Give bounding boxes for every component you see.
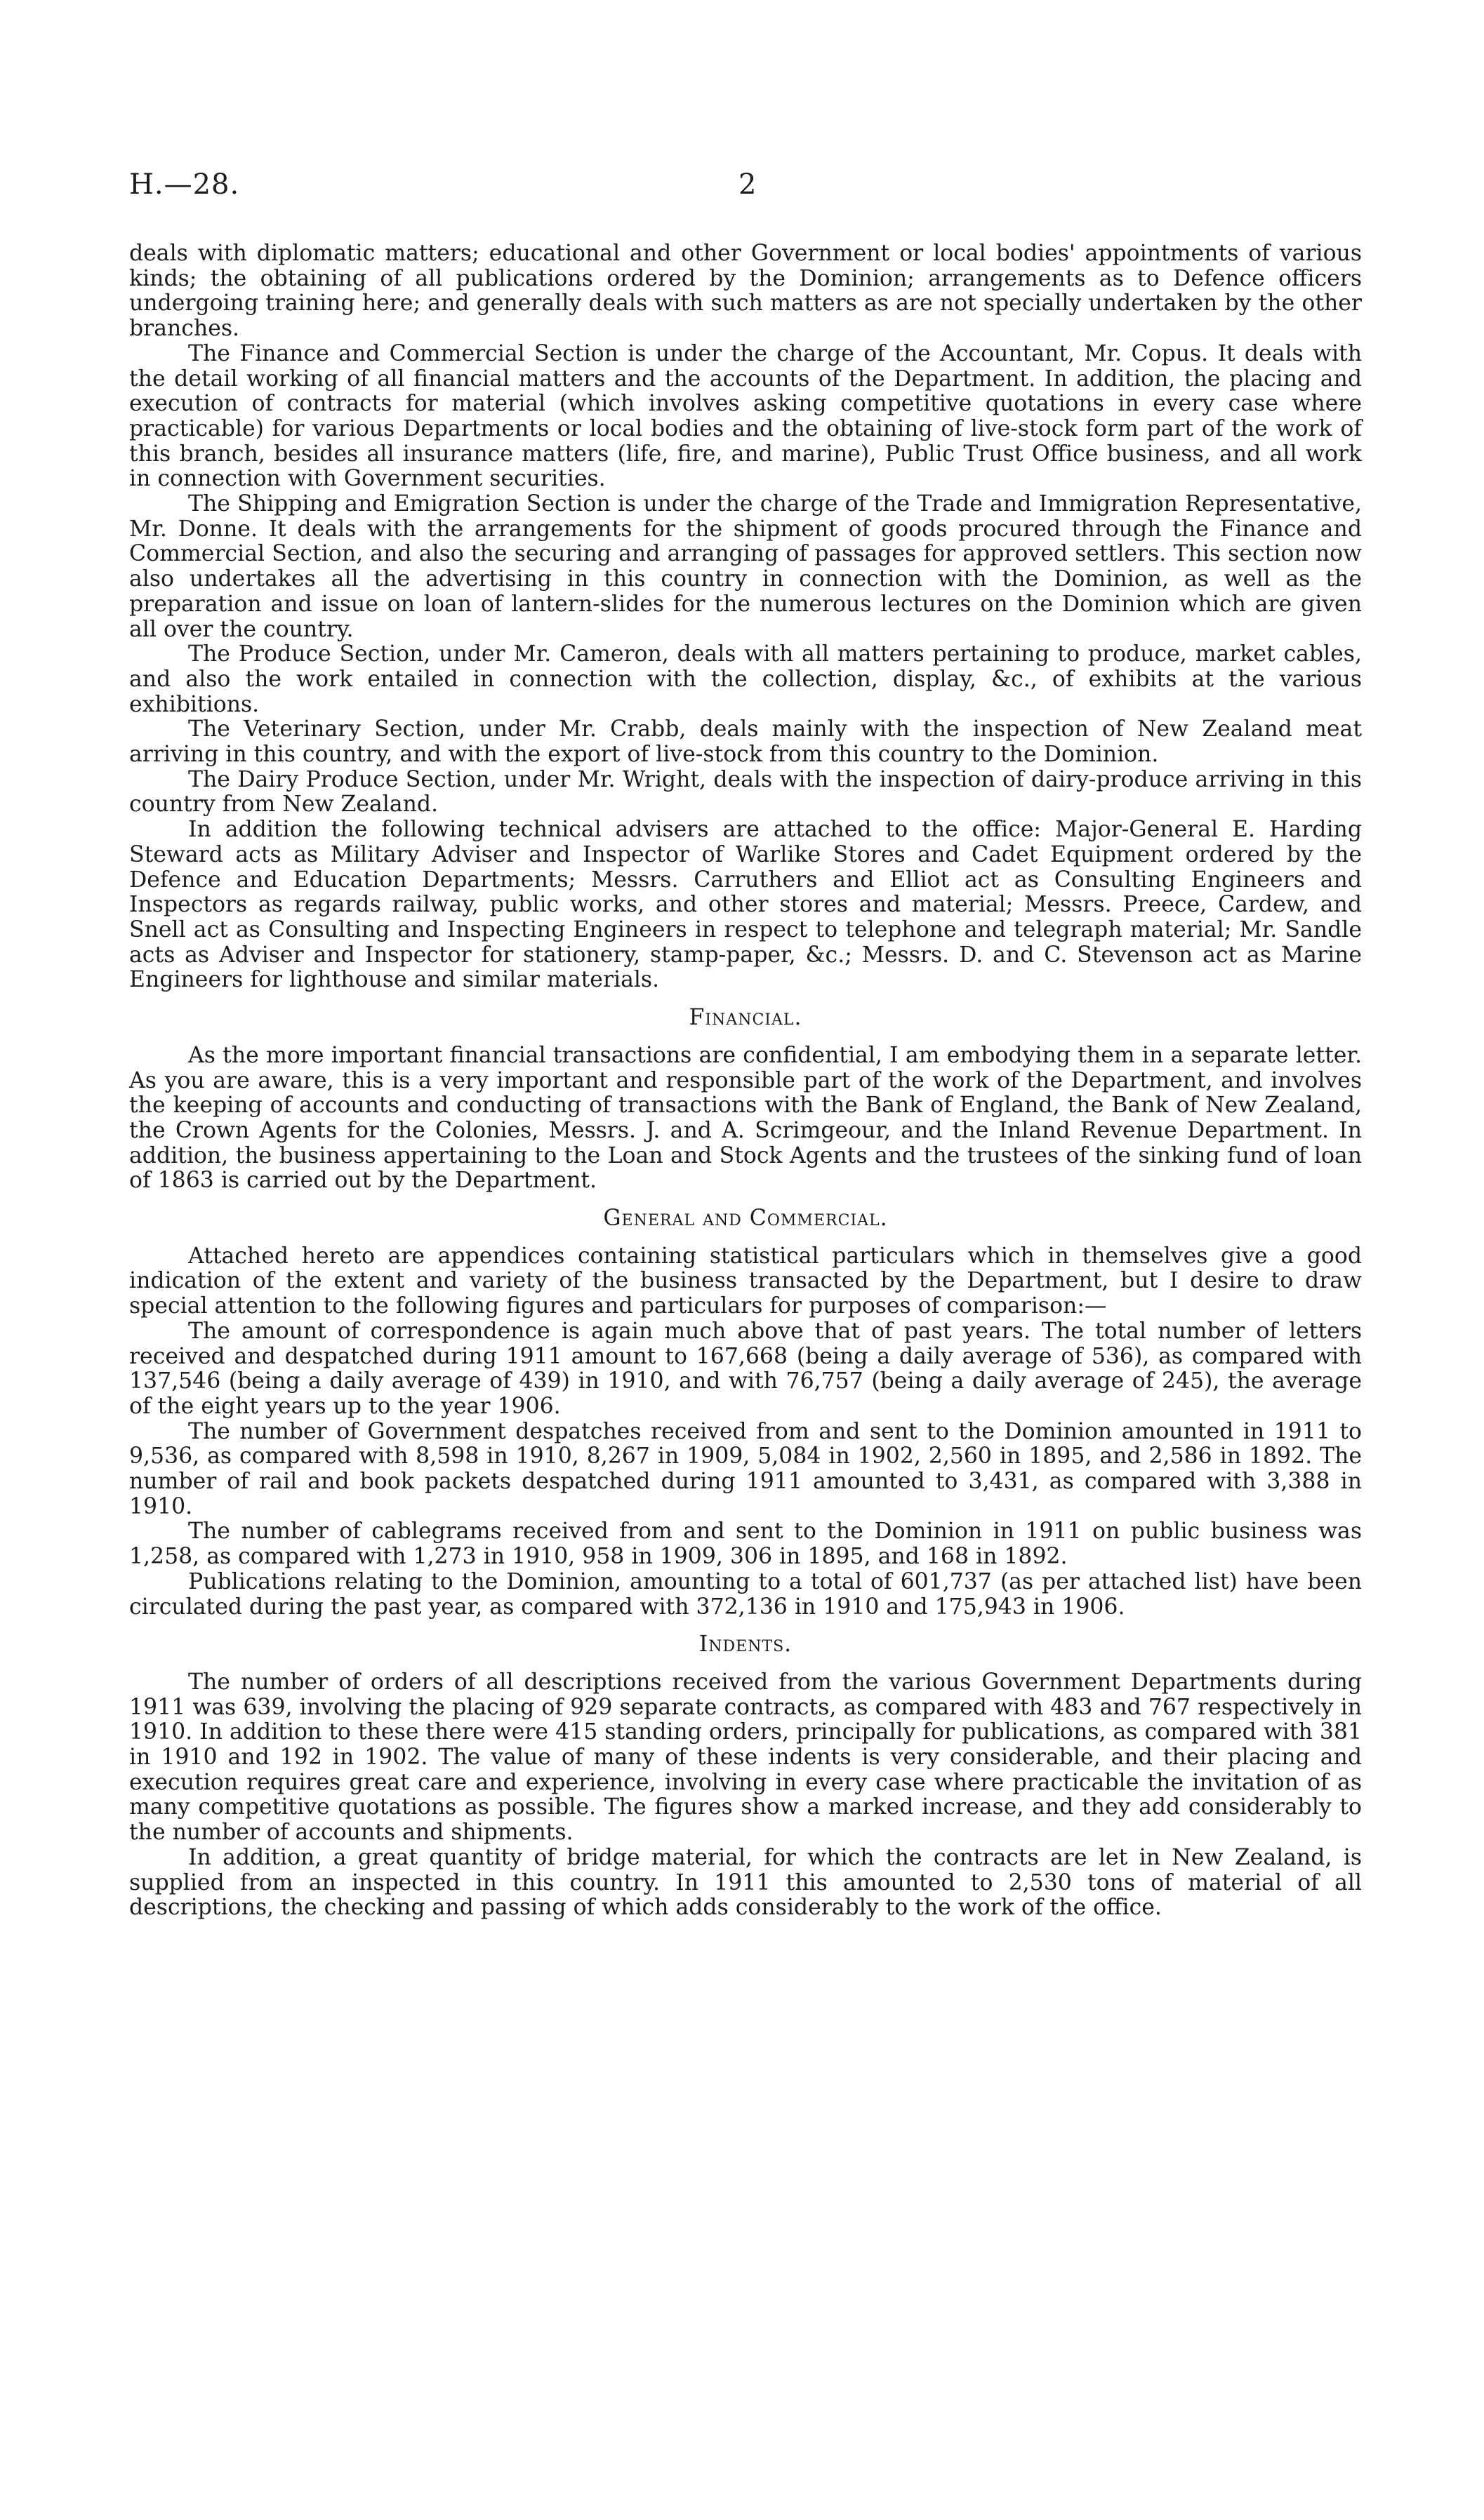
paragraph: The Produce Section, under Mr. Cameron, deals with all matters pertaining to produce, market cables, and also the work entailed in connection with the collection, display, &c., of exhibits at the various exhibitions.	[129, 641, 1362, 717]
paragraph: In addition the following technical advisers are attached to the office: Major-General E. Harding Steward acts as Military Adviser and Inspector of Warlike Stores and Cadet Equipment ordered by the Defence and Education Departments; Messrs. Carruthers and Elliot act as Consulting Engineers and Inspectors as regards railway, public works, and other stores and material; Messrs. Preece, Cardew, and Snell act as Consulting and Inspecting Engineers in respect to telephone and telegraph material; Mr. Sandle acts as Adviser and Inspector for stationery, stamp-paper, &c.; Messrs. D. and C. Stevenson act as Marine Engineers for lighthouse and similar materials.	[129, 817, 1362, 993]
paragraph: Publications relating to the Dominion, amounting to a total of 601,737 (as per attached list) have been circulated during the past year, as compared with 372,136 in 1910 and 175,943 in 1906.	[129, 1568, 1362, 1620]
paragraph: The Veterinary Section, under Mr. Crabb, deals mainly with the inspection of New Zealand meat arriving in this country, and with the export of live-stock from this country to the Dominion.	[129, 716, 1362, 768]
page-header	[129, 168, 1362, 211]
section-heading-indents: Indents.	[698, 1632, 793, 1658]
page-number: 2	[738, 168, 757, 201]
section-heading-general-and-commercial: General and Commercial.	[603, 1206, 888, 1232]
paragraph: deals with diplomatic matters; educational and other Government or local bodies' appointments of various kinds; the obtaining of all publications ordered by the Dominion; arrangements as to Defence officers undergoing training here; and generally deals with such matters as are not specially undertaken by the other branches.	[129, 241, 1362, 342]
paragraph: The number of Government despatches received from and sent to the Dominion amounted in 1911 to 9,536, as compared with 8,598 in 1910, 8,267 in 1909, 5,084 in 1902, 2,560 in 1895, and 2,586 in 1892. The number of rail and book packets despatched during 1911 amounted to 3,431, as compared with 3,388 in 1910.	[129, 1418, 1362, 1519]
document-reference: H.—28.	[129, 168, 240, 201]
document-body	[129, 241, 1362, 1921]
section-heading-financial: Financial.	[689, 1005, 802, 1031]
paragraph: The amount of correspondence is again much above that of past years. The total number of letters received and despatched during 1911 amount to 167,668 (being a daily average of 536), as compared with 137,546 (being a daily average of 439) in 1910, and with 76,757 (being a daily average of 245), the average of the eight years up to the year 1906.	[129, 1318, 1362, 1419]
document-page	[129, 0, 1362, 2520]
paragraph: The number of orders of all descriptions received from the various Government Departments during 1911 was 639, involving the placing of 929 separate contracts, as compared with 483 and 767 respectively in 1910. In addition to these there were 415 standing orders, principally for publications, as compared with 381 in 1910 and 192 in 1902. The value of many of these indents is very considerable, and their placing and execution requires great care and experience, involving in every case where practicable the invitation of as many competitive quotations as possible. The figures show a marked increase, and they add considerably to the number of accounts and shipments.	[129, 1669, 1362, 1846]
paragraph: In addition, a great quantity of bridge material, for which the contracts are let in New Zealand, is supplied from an inspected in this country. In 1911 this amounted to 2,530 tons of material of all descriptions, the checking and passing of which adds considerably to the work of the office.	[129, 1844, 1362, 1921]
paragraph: Attached hereto are appendices containing statistical particulars which in themselves give a good indication of the extent and variety of the business transacted by the Department, but I desire to draw special attention to the following figures and particulars for purposes of comparison:—	[129, 1243, 1362, 1319]
paragraph: The number of cablegrams received from and sent to the Dominion in 1911 on public business was 1,258, as compared with 1,273 in 1910, 958 in 1909, 306 in 1895, and 168 in 1892.	[129, 1519, 1362, 1570]
paragraph: As the more important financial transactions are confidential, I am embodying them in a separate letter. As you are aware, this is a very important and responsible part of the work of the Department, and involves the keeping of accounts and conducting of transactions with the Bank of England, the Bank of New Zealand, the Crown Agents for the Colonies, Messrs. J. and A. Scrimgeour, and the Inland Revenue Department. In addition, the business appertaining to the Loan and Stock Agents and the trustees of the sinking fund of loan of 1863 is carried out by the Department.	[129, 1042, 1362, 1194]
paragraph: The Finance and Commercial Section is under the charge of the Accountant, Mr. Copus. It deals with the detail working of all financial matters and the accounts of the Department. In addition, the placing and execution of contracts for material (which involves asking competitive quotations in every case where practicable) for various Departments or local bodies and the obtaining of live-stock form part of the work of this branch, besides all insurance matters (life, fire, and marine), Public Trust Office business, and all work in connection with Government securities.	[129, 340, 1362, 492]
paragraph: The Dairy Produce Section, under Mr. Wright, deals with the inspection of dairy-produce arriving in this country from New Zealand.	[129, 766, 1362, 818]
paragraph: The Shipping and Emigration Section is under the charge of the Trade and Immigration Representative, Mr. Donne. It deals with the arrangements for the shipment of goods procured through the Finance and Commercial Section, and also the securing and arranging of passages for approved settlers. This section now also undertakes all the advertising in this country in connection with the Dominion, as well as the preparation and issue on loan of lantern-slides for the numerous lectures on the Dominion which are given all over the country.	[129, 491, 1362, 642]
